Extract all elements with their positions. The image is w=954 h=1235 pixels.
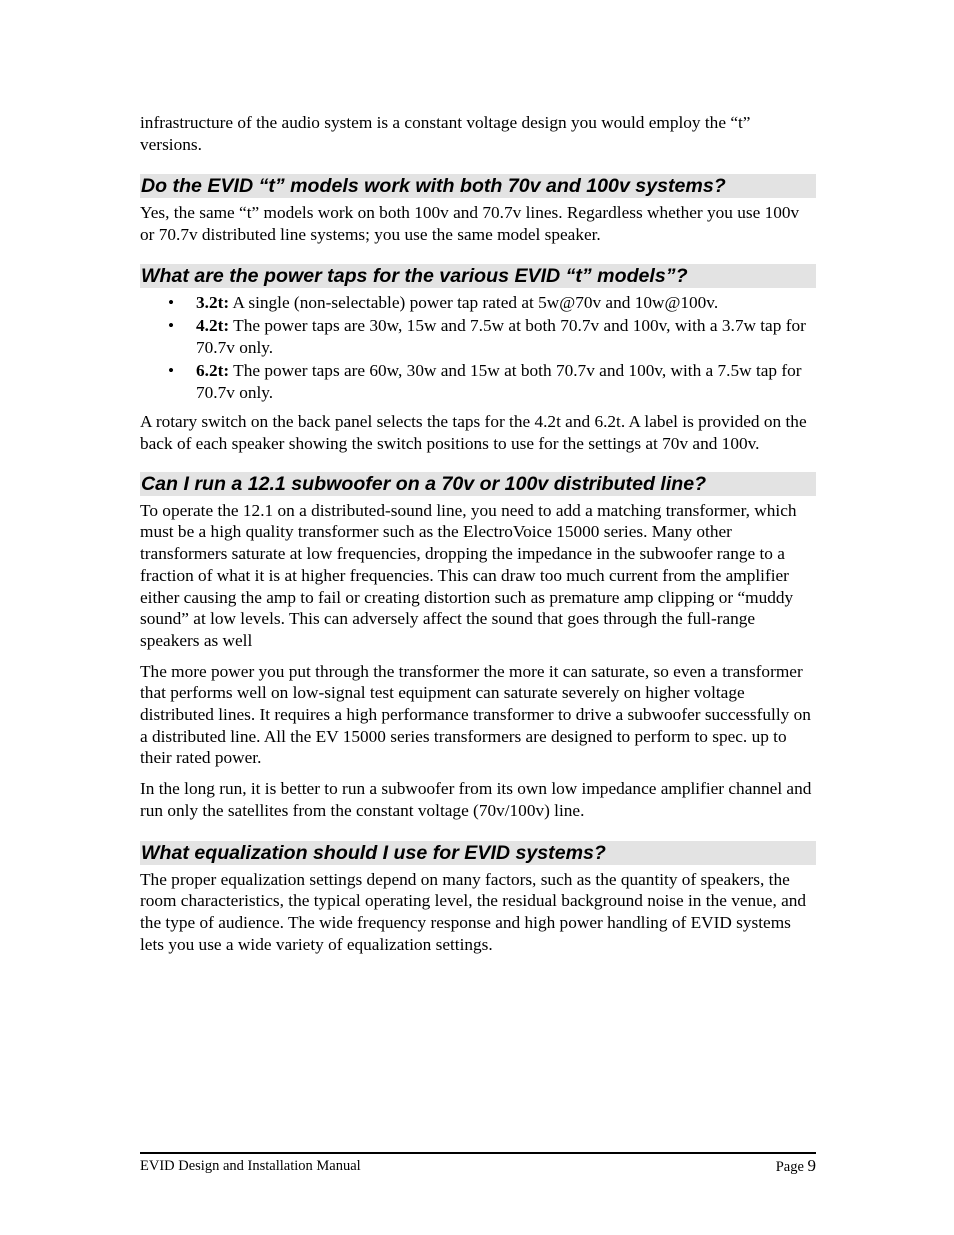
section-heading-equalization: What equalization should I use for EVID systems?	[140, 841, 816, 865]
section-3-paragraph-2: The more power you put through the transformer the more it can saturate, so even a transformer that performs well on low-signal test equipment can saturate severely on higher voltage distributed lines. It requires a high performance transformer to drive a subwoofer successfully on a distributed line. All the EV 15000 series transformers are designed to perform to spec. up to their rated power.	[140, 661, 811, 768]
footer-title: EVID Design and Installation Manual	[140, 1158, 361, 1174]
list-item	[140, 315, 816, 358]
footer-page-number: 9	[807, 1156, 816, 1175]
section-3-paragraph-1: To operate the 12.1 on a distributed-sound line, you need to add a matching transformer, which must be a high quality transformer such as the ElectroVoice 15000 series. Many other transformers saturate at low frequencies, dropping the impedance in the subwoofer range to a fraction of what it is at higher frequencies. This can draw too much current from the amplifier either causing the amp to fail or creating distortion such as premature amp clipping or “muddy sound” at low levels. This can adversely affect the sound that goes through the full-range speakers as well	[140, 500, 797, 650]
section-4-paragraph: The proper equalization settings depend on many factors, such as the quantity of speakers, the room characteristics, the typical operating level, the residual background noise in the venue, and the type of audience. The wide frequency response and high power handling of EVID systems lets you use a wide variety of equalization settings.	[140, 869, 807, 954]
section-2-paragraph: A rotary switch on the back panel selects the taps for the 4.2t and 6.2t. A label is provided on the back of each speaker showing the switch positions to use for the settings at 70v and 100v.	[140, 412, 807, 454]
bullet-text: The power taps are 60w, 30w and 15w at both 70.7v and 100v, with a 7.5w tap for 70.7v only.	[196, 360, 802, 402]
bullet-text: A single (non-selectable) power tap rated at 5w@70v and 10w@100v.	[229, 292, 719, 312]
intro-paragraph: infrastructure of the audio system is a constant voltage design you would employ the “t” versions.	[140, 113, 751, 154]
page-footer	[140, 1152, 816, 1176]
section-heading-70v-100v: Do the EVID “t” models work with both 70v and 100v systems?	[140, 174, 816, 198]
section-heading-power-taps: What are the power taps for the various EVID “t” models”?	[140, 264, 816, 288]
document-page	[140, 112, 816, 955]
bullet-glyph: •	[168, 360, 175, 380]
bullet-label: 6.2t:	[196, 360, 230, 380]
bullet-label: 3.2t:	[196, 292, 230, 312]
section-1-paragraph: Yes, the same “t” models work on both 100v and 70.7v lines. Regardless whether you use 100v or 70.7v distributed line systems; you use the same model speaker.	[140, 203, 800, 245]
footer-page-label: Page	[775, 1159, 804, 1175]
section-3-paragraph-3: In the long run, it is better to run a subwoofer from its own low impedance amplifier channel and run only the satellites from the constant voltage (70v/100v) line.	[140, 779, 812, 820]
bullet-glyph: •	[168, 316, 175, 336]
bullet-text: The power taps are 30w, 15w and 7.5w at both 70.7v and 100v, with a 3.7w tap for 70.7v only.	[196, 316, 806, 357]
footer-page	[776, 1157, 816, 1176]
power-taps-list	[140, 292, 816, 404]
bullet-label: 4.2t:	[196, 316, 230, 336]
list-item	[140, 360, 816, 403]
bullet-glyph: •	[168, 292, 175, 312]
section-heading-subwoofer: Can I run a 12.1 subwoofer on a 70v or 100v distributed line?	[140, 472, 816, 496]
list-item	[140, 292, 816, 314]
